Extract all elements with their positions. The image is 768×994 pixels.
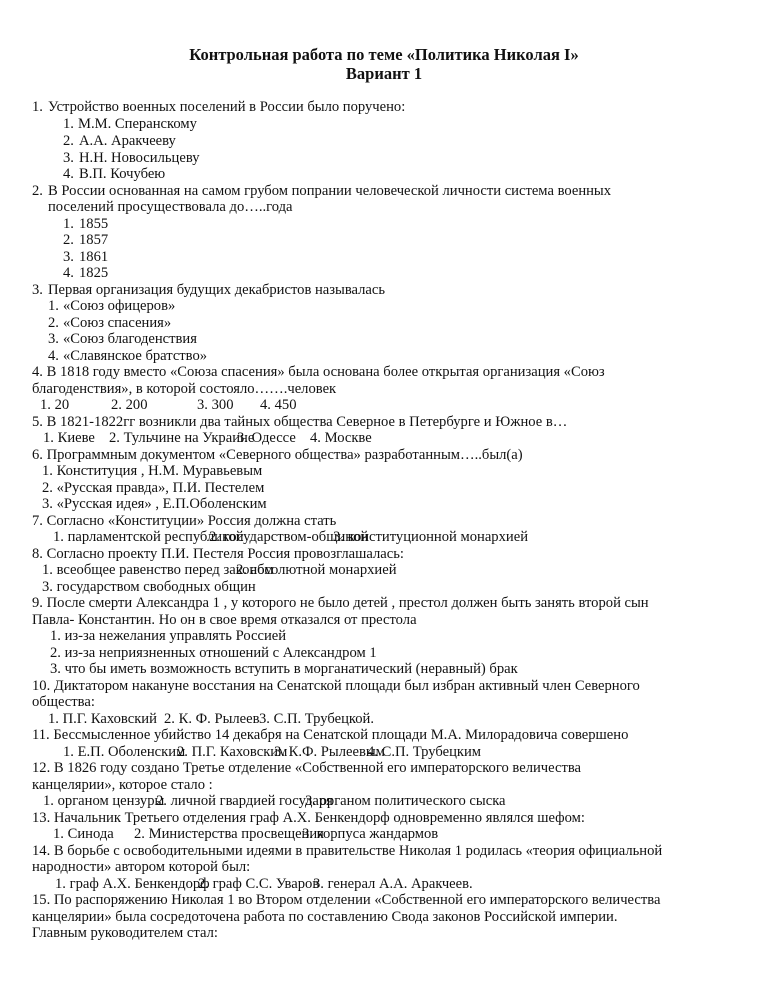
question-text: Первая организация будущих декабристов называлась xyxy=(48,282,386,298)
option: 1. 20 xyxy=(40,397,70,413)
option-text: А.А. Аракчееву xyxy=(79,133,176,149)
option-number: 1. xyxy=(63,116,74,132)
question-text: 12. В 1826 году создано Третье отделение «Собственной его императорского величества xyxy=(32,760,581,776)
option: 1. органом цензуры xyxy=(43,793,165,809)
option-text: «Союз благоденствия xyxy=(63,331,197,347)
option-text: Н.Н. Новосильцеву xyxy=(79,150,200,166)
question-text: поселений просуществовала до…..года xyxy=(48,199,293,215)
option: 3. «Русская идея» , Е.П.Оболенским xyxy=(42,496,267,512)
option: 1. Е.П. Оболенским xyxy=(63,744,186,760)
option-text: «Славянское братство» xyxy=(63,348,208,364)
option: 3. С.П. Трубецкой. xyxy=(259,711,375,727)
option: 3. что бы иметь возможность вступить в морганатический (неравный) брак xyxy=(50,661,518,677)
option: 3. государством свободных общин xyxy=(42,579,256,595)
option: 3. Одессе xyxy=(237,430,296,446)
option: 2. Министерства просвещения xyxy=(134,826,324,842)
option-text: «Союз спасения» xyxy=(63,315,172,331)
option: 2. из-за неприязненных отношений с Александром 1 xyxy=(50,645,377,661)
question-text: В России основанная на самом грубом попрании человеческой личности система военных xyxy=(48,183,612,199)
question-text: благоденствия», в которой состояло…….человек xyxy=(32,381,337,397)
option-text: В.П. Кочубею xyxy=(79,166,166,182)
question-text: народности» автором которой был: xyxy=(32,859,251,875)
option: 2. личной гвардией государя xyxy=(156,793,333,809)
question-text: общества: xyxy=(32,694,95,710)
option-text: «Союз офицеров» xyxy=(63,298,176,314)
question-number: 2. xyxy=(32,183,43,199)
option: 4. Москве xyxy=(310,430,372,446)
option-text: 1861 xyxy=(79,249,109,265)
option: 2. государством-общиной xyxy=(209,529,369,545)
option: 3. генерал А.А. Аракчеев. xyxy=(313,876,473,892)
question-text: Устройство военных поселений в России было поручено: xyxy=(48,99,406,115)
option: 1. П.Г. Каховский xyxy=(48,711,157,727)
question-text: 4. В 1818 году вместо «Союза спасения» была основана более открытая организация «Союз xyxy=(32,364,605,380)
question-text: 15. По распоряжению Николая 1 во Втором отделении «Собственной его императорского величества xyxy=(32,892,661,908)
option: 1. Синода xyxy=(53,826,114,842)
option: 4. С.П. Трубецким xyxy=(367,744,482,760)
option: 2. абсолютной монархией xyxy=(236,562,397,578)
question-text: 10. Диктатором накануне восстания на Сенатской площади был избран активный член Северного xyxy=(32,678,640,694)
option-text: 1855 xyxy=(79,216,109,232)
option: 1. Конституция , Н.М. Муравьевым xyxy=(42,463,263,479)
question-text: канцелярии» была сосредоточена работа по составлению Свода законов Российской империи. xyxy=(32,909,618,925)
option: 1. Киеве xyxy=(43,430,95,446)
question-text: Павла- Константин. Но он в свое время отказался от престола xyxy=(32,612,417,628)
option-number: 2. xyxy=(63,232,74,248)
option: 3. корпуса жандармов xyxy=(302,826,439,842)
option-number: 1. xyxy=(63,216,74,232)
question-number: 1. xyxy=(32,99,43,115)
question-text: 8. Согласно проекту П.И. Пестеля Россия провозглашалась: xyxy=(32,546,404,562)
option-text: 1857 xyxy=(79,232,109,248)
question-text: 14. В борьбе с освободительными идеями в правительстве Николая 1 родилась «теория официальной xyxy=(32,843,663,859)
option-number: 4. xyxy=(63,166,74,182)
option: 2. граф С.С. Уваров xyxy=(198,876,320,892)
option-number: 1. xyxy=(48,298,59,314)
option: 3. 300 xyxy=(197,397,234,413)
option-text: 1825 xyxy=(79,265,109,281)
question-text: 6. Программным документом «Северного общества» разработанным…..был(а) xyxy=(32,447,523,463)
option-number: 4. xyxy=(48,348,59,364)
question-text: Главным руководителем стал: xyxy=(32,925,218,941)
option: 1. всеобщее равенство перед законом xyxy=(42,562,274,578)
question-number: 3. xyxy=(32,282,43,298)
option: 3. конституционной монархией xyxy=(333,529,528,545)
option-number: 2. xyxy=(48,315,59,331)
question-text: канцелярии», которое стало : xyxy=(32,777,213,793)
option: 3. К.Ф. Рылеевым xyxy=(274,744,385,760)
option: 2. «Русская правда», П.И. Пестелем xyxy=(42,480,265,496)
question-text: 7. Согласно «Конституции» Россия должна стать xyxy=(32,513,337,529)
question-text: 5. В 1821-1822гг возникли два тайных общества Северное в Петербурге и Южное в… xyxy=(32,414,568,430)
option: 1. из-за нежелания управлять Россией xyxy=(50,628,287,644)
option-text: М.М. Сперанскому xyxy=(78,116,197,132)
document-title: Контрольная работа по теме «Политика Николая I» xyxy=(189,45,579,64)
option-number: 3. xyxy=(48,331,59,347)
option-number: 3. xyxy=(63,249,74,265)
document-subtitle: Вариант 1 xyxy=(345,64,423,83)
option: 3. органом политического сыска xyxy=(305,793,506,809)
option: 1. парламентской республикой xyxy=(53,529,244,545)
option-number: 4. xyxy=(63,265,74,281)
option-number: 3. xyxy=(63,150,74,166)
question-text: 13. Начальник Третьего отделения граф А.Х. Бенкендорф одновременно являлся шефом: xyxy=(32,810,585,826)
option: 1. граф А.Х. Бенкендорф xyxy=(55,876,210,892)
option: 2. Тульчине на Украине xyxy=(109,430,255,446)
option: 2. К. Ф. Рылеев xyxy=(164,711,260,727)
option: 4. 450 xyxy=(260,397,297,413)
question-text: 11. Бессмысленное убийство 14 декабря на Сенатской площади М.А. Милорадовича совершено xyxy=(32,727,629,743)
option: 2. 200 xyxy=(111,397,148,413)
option-number: 2. xyxy=(63,133,74,149)
option: 2. П.Г. Каховским xyxy=(177,744,288,760)
question-text: 9. После смерти Александра 1 , у которого не было детей , престол должен быть занять второй сын xyxy=(32,595,649,611)
